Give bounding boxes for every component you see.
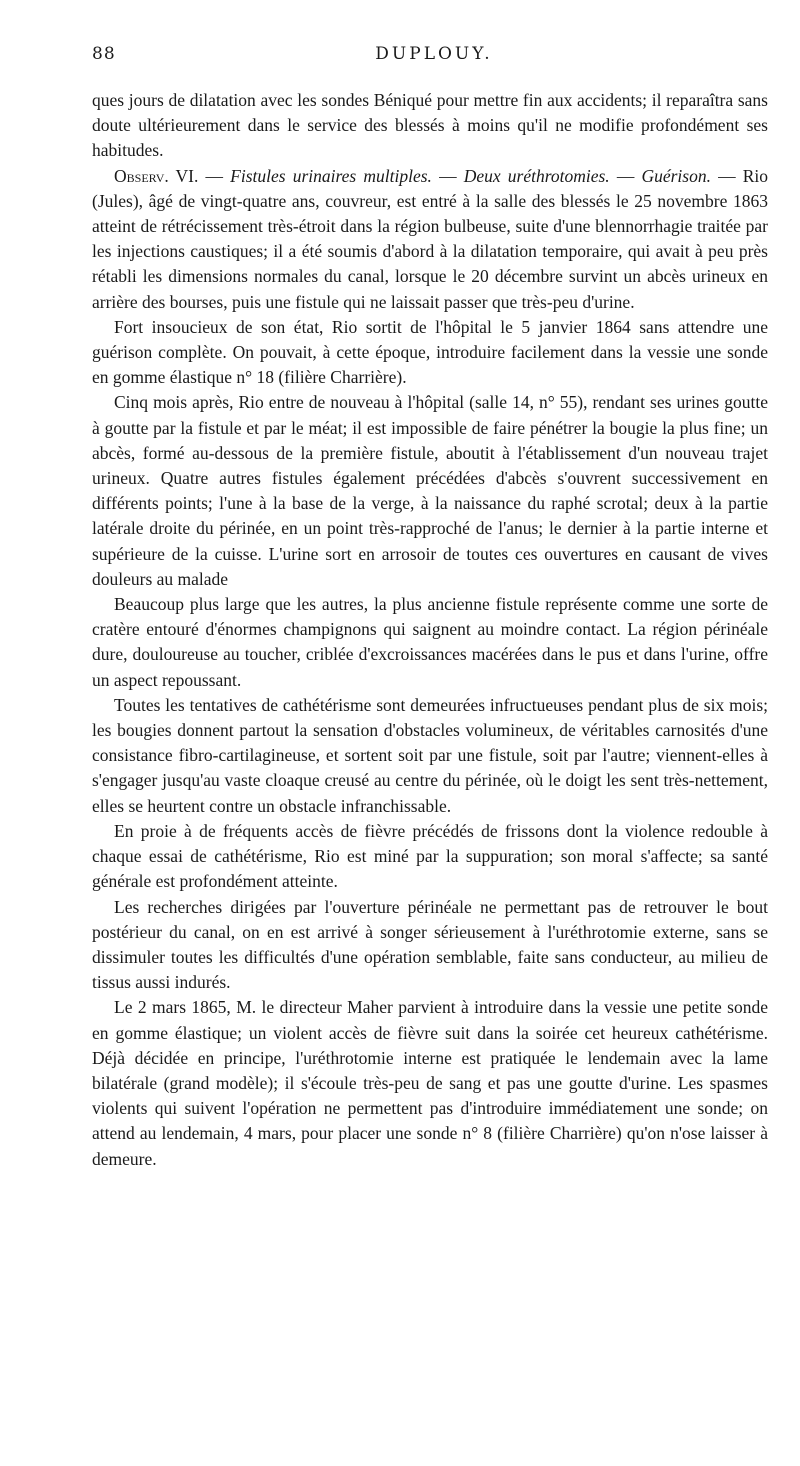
paragraph: Les recherches dirigées par l'ouverture périnéale ne permettant pas de retrouver le bout postérieur du canal, on en est arrivé à songer sérieusement à l'uréthrotomie externe, sans se dissimuler toutes les difficultés d'une opération semblable, faite sans conducteur, au milieu de tissus aussi indurés. bbox=[92, 896, 768, 993]
observation-dash-2: — bbox=[616, 165, 635, 186]
observation-text: — Rio (Jules), âgé de vingt-quatre ans, couvreur, est entré à la salle des blessés le 25 novembre 1863 atteint de rétrécissement très-étroit dans la région bulbeuse, suite d'une blennorrhagie traitée par les injections caustiques; il a été soumis d'abord à la dilatation temporaire, qui avait à peu près rétabli les dimensions normales du canal, lorsque le 20 décembre survint un abcès urineux en arrière des bourses, puis une fistule qui ne laissait passer que très-peu d'urine. bbox=[92, 165, 769, 312]
paragraph-observation-heading bbox=[92, 164, 768, 315]
body-text bbox=[92, 88, 768, 1172]
paragraph: En proie à de fréquents accès de fièvre précédés de frissons dont la violence redouble à chaque essai de cathétérisme, Rio est miné par la suppuration; son moral s'affecte; sa santé générale est profondément atteinte. bbox=[92, 820, 768, 892]
paragraph: Cinq mois après, Rio entre de nouveau à l'hôpital (salle 14, n° 55), rendant ses urines goutte à goutte par la fistule et par le méat; il est impossible de faire pénétrer la bougie la plus fine; un abcès, formé au-dessous de la première fistule, aboutit à l'établissement d'un nouveau trajet urineux. Quatre autres fistules également précédées d'abcès s'ouvrent successivement en différents points; l'une à la base de la verge, à la naissance du raphé scrotal; deux à la partie latérale droite du périnée, en un point très-rapproché de l'anus; le dernier à la partie interne et supérieure de la cuisse. L'urine sort en arrosoir de toutes ces ouvertures en causant de vives douleurs au malade bbox=[92, 392, 768, 589]
observation-dash-1: — bbox=[439, 165, 457, 186]
observation-title-part2: Deux uréthrotomies. bbox=[463, 165, 610, 186]
observation-title-part1: Fistules urinaires multiples. bbox=[230, 165, 432, 186]
page-header bbox=[92, 44, 776, 70]
paragraph: Beaucoup plus large que les autres, la plus ancienne fistule représente comme une sorte de cratère entouré d'énormes champignons qui saignent au moindre contact. La région périnéale dure, douloureuse au toucher, criblée d'excroissances macérées dans le pus et dans l'urine, offre un aspect repoussant. bbox=[92, 594, 768, 690]
paragraph-continuation: ques jours de dilatation avec les sondes Béniqué pour mettre fin aux accidents; il reparaîtra sans doute ultérieurement dans le service des blessés à moins qu'il ne modifie profondément ses habitudes. bbox=[92, 90, 768, 161]
paragraph: Le 2 mars 1865, M. le directeur Maher parvient à introduire dans la vessie une petite sonde en gomme élastique; un violent accès de fièvre suit dans la soirée cet heureux cathétérisme. Déjà décidée en principe, l'uréthrotomie interne est pratiquée le lendemain avec la lame bilatérale (grand modèle); il s'écoule très-peu de sang et pas une goutte d'urine. Les spasmes violents qui suivent l'opération ne permettent pas d'introduire immédiatement une sonde; on attend au lendemain, 4 mars, pour placer une sonde n° 8 (filière Charrière) qu'on n'ose laisser à demeure. bbox=[92, 997, 768, 1169]
page-number: 88 bbox=[92, 44, 116, 64]
observation-label: Observ. VI. — bbox=[114, 165, 224, 186]
paragraph: Fort insoucieux de son état, Rio sortit de l'hôpital le 5 janvier 1864 sans attendre une guérison complète. On pouvait, à cette époque, introduire facilement dans la vessie une sonde en gomme élastique n° 18 (filière Charrière). bbox=[92, 316, 768, 388]
paragraph: Toutes les tentatives de cathétérisme sont demeurées infructueuses pendant plus de six mois; les bougies donnent partout la sensation d'obstacles volumineux, de véritables carnosités d'une consistance fibro-cartilagineuse, et sortent soit par une fistule, soit par l'autre; viennent-elles à s'engager jusqu'au vaste cloaque creusé au centre du périnée, où le doigt les sent très-nettement, elles se heurtent contre un obstacle infranchissable. bbox=[92, 694, 768, 816]
observation-title-part3: Guérison. bbox=[641, 165, 711, 186]
running-head: DUPLOUY. bbox=[375, 44, 493, 64]
